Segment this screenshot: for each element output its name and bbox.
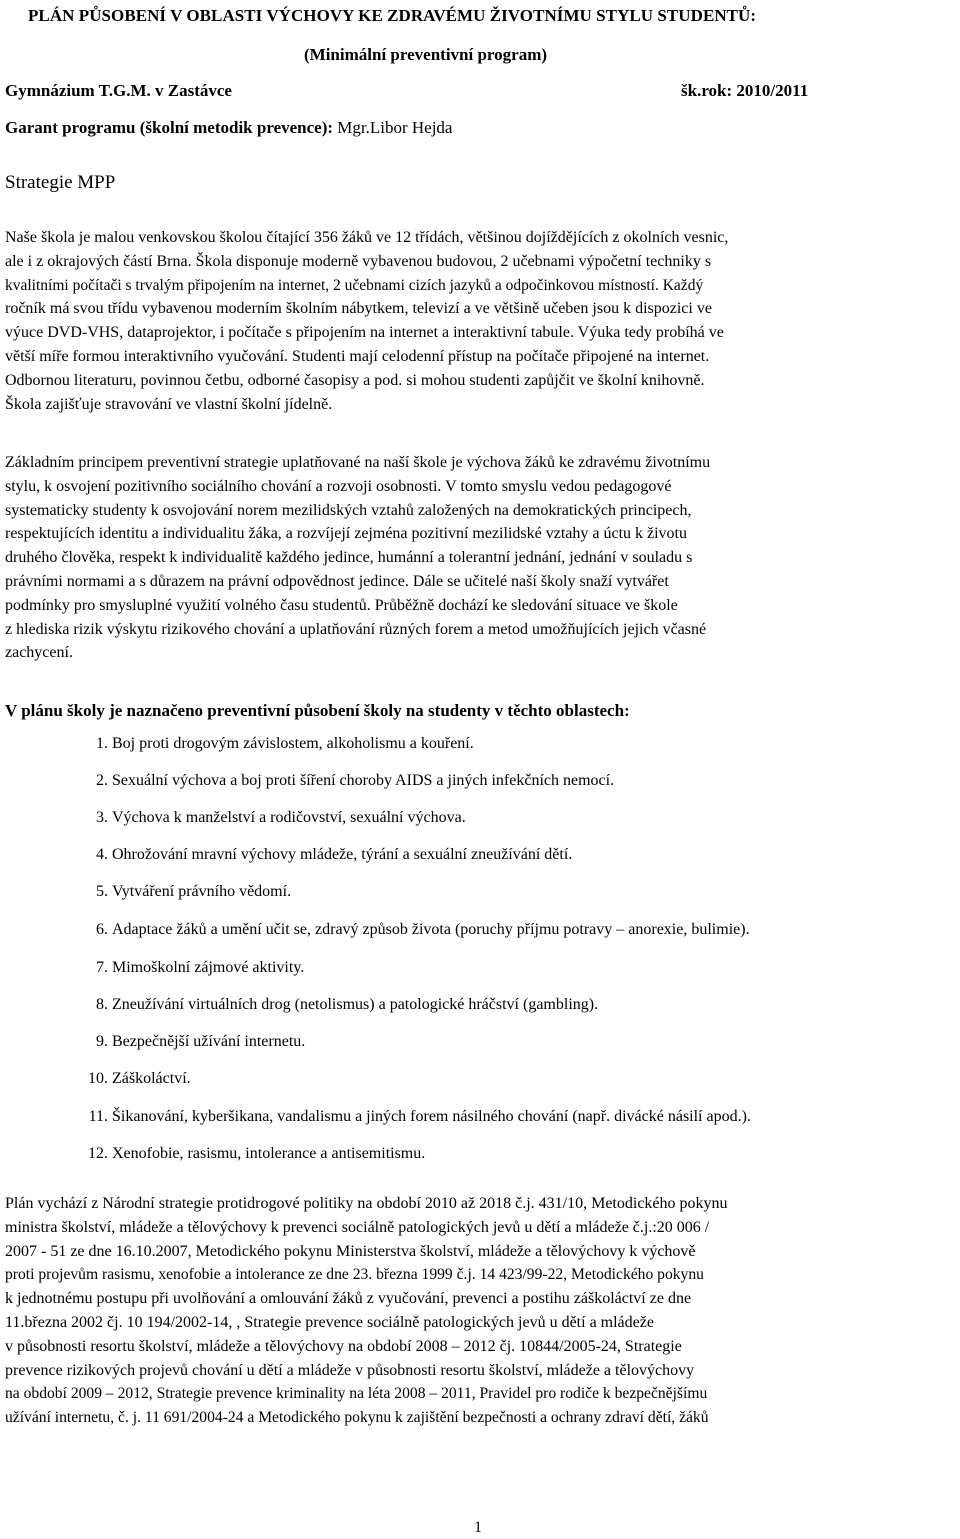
list-item-number: 4. bbox=[96, 846, 108, 863]
paragraph-line: Škola zajišťuje stravování ve vlastní školní jídelně. bbox=[5, 395, 333, 413]
list-item-text: Xenofobie, rasismu, intolerance a antisemitismu. bbox=[112, 1145, 426, 1162]
paragraph-line: Plán vychází z Národní strategie protidrogové politiky na období 2010 až 2018 č.j. 431/10, Metodického pokynu bbox=[5, 1195, 728, 1212]
list-item-number: 7. bbox=[96, 959, 108, 976]
list-item-text: Vytváření právního vědomí. bbox=[112, 883, 292, 900]
list-item-text: Záškoláctví. bbox=[112, 1070, 191, 1087]
list-item-text: Zneužívání virtuálních drog (netolismus) a patologické hráčství (gambling). bbox=[112, 996, 599, 1013]
paragraph-line: z hlediska rizik výskytu rizikového chování a uplatňování různých forem a metod umožňujících jejich včasné bbox=[5, 620, 707, 638]
list-item-number: 1. bbox=[96, 735, 108, 752]
paragraph-line: k jednotnému postupu při uvolňování a omlouvání žáků z vyučování, prevenci a postihu záškoláctví ze dne bbox=[5, 1290, 692, 1308]
school-description-paragraph bbox=[5, 226, 955, 416]
paragraph-line: užívání internetu, č. j. 11 691/2004-24 a Metodického pokynu k zajištění bezpečnosti a ochrany zdraví dětí, žáků bbox=[5, 1409, 709, 1427]
paragraph-line: výuce DVD-VHS, dataprojektor, i počítače s připojením na internet a interaktivní tabule. Výuka tedy probíhá ve bbox=[5, 324, 724, 342]
school-name: Gymnázium T.G.M. v Zastávce bbox=[5, 81, 232, 100]
paragraph-line: právními normami a s důrazem na právní odpovědnost jedince. Dále se učitelé naší školy snaží vytvářet bbox=[5, 572, 669, 590]
guarantor-name: Mgr.Libor Hejda bbox=[333, 118, 453, 137]
paragraph-line: Základním principem preventivní strategie uplatňované na naší škole je výchova žáků ke zdravému životnímu bbox=[5, 454, 711, 471]
program-guarantor bbox=[5, 118, 452, 138]
document-title: PLÁN PŮSOBENÍ V OBLASTI VÝCHOVY KE ZDRAVÉMU ŽIVOTNÍMU STYLU STUDENTŮ: bbox=[28, 6, 757, 25]
list-item-text: Bezpečnější užívání internetu. bbox=[112, 1033, 306, 1050]
paragraph-line: respektujících identitu a individualitu žáka, a rozvíjejí zejména pozitivní mezilidské vztahy a úctu k životu bbox=[5, 525, 687, 543]
list-item-number: 12. bbox=[88, 1145, 108, 1162]
list-item-number: 10. bbox=[88, 1070, 108, 1087]
paragraph-line: ale i z okrajových částí Brna. Škola disponuje moderně vybavenou budovou, 2 učebnami výpočetní techniky s bbox=[5, 252, 712, 270]
paragraph-line: druhého člověka, respekt k individualitě každého jedince, humánní a tolerantní jednání, jednání v souladu s bbox=[5, 549, 693, 567]
paragraph-line: 2007 - 51 ze dne 16.10.2007, Metodického pokynu Ministerstva školství, mládeže a tělovýchovy k výchově bbox=[5, 1242, 696, 1260]
paragraph-line: stylu, k osvojení pozitivního sociálního chování a rozvoji osobnosti. V tomto smyslu vedou pedagogové bbox=[5, 477, 672, 495]
paragraph-line: Naše škola je malou venkovskou školou čítající 356 žáků ve 12 třídách, většinou dojíždějících z okolních vesnic, bbox=[5, 229, 729, 246]
paragraph-line: 11.března 2002 čj. 10 194/2002-14, , Strategie prevence sociálně patologických jevů u dětí a mládeže bbox=[5, 1313, 654, 1331]
paragraph-line: zachycení. bbox=[5, 644, 73, 662]
list-item-text: Ohrožování mravní výchovy mládeže, týrání a sexuální zneužívání dětí. bbox=[112, 846, 573, 863]
section-title: Strategie MPP bbox=[5, 172, 116, 193]
list-item-text: Adaptace žáků a umění učit se, zdravý způsob života (poruchy příjmu potravy – anorexie, bulimie). bbox=[112, 921, 750, 938]
paragraph-line: ročník má svou třídu vybavenou moderním školním nábytkem, televizí a ve většině učeben jsou k dispozici ve bbox=[5, 300, 712, 318]
list-item-number: 2. bbox=[96, 772, 108, 789]
list-item-text: Boj proti drogovým závislostem, alkoholismu a kouření. bbox=[112, 735, 474, 752]
list-item-text: Mimoškolní zájmové aktivity. bbox=[112, 959, 305, 976]
paragraph-line: kvalitními počítači s trvalým připojením na internet, 2 učebnami cizích jazyků a odpočinkovou místností. Každý bbox=[5, 276, 704, 294]
list-item-number: 3. bbox=[96, 809, 108, 826]
list-item-text: Šikanování, kyberšikana, vandalismu a jiných forem násilného chování (např. divácké násilí apod.). bbox=[112, 1108, 751, 1125]
list-item-number: 11. bbox=[88, 1108, 108, 1125]
paragraph-line: ministra školství, mládeže a tělovýchovy k prevenci sociálně patologických jevů u dětí a mládeže č.j.:20 006 / bbox=[5, 1218, 710, 1236]
list-item-number: 5. bbox=[96, 883, 108, 900]
legal-basis-paragraph bbox=[5, 1192, 955, 1430]
paragraph-line: prevence rizikových projevů chování u dětí a mládeže v působnosti resortu školství, mládeže a tělovýchovy bbox=[5, 1361, 695, 1379]
areas-heading: V plánu školy je naznačeno preventivní působení školy na studenty v těchto oblastech: bbox=[5, 701, 630, 720]
paragraph-line: větší míře formou interaktivního vyučování. Studenti mají celodenní přístup na počítače připojené na internet. bbox=[5, 347, 710, 365]
paragraph-line: Odbornou literaturu, povinnou četbu, odborné časopisy a pod. si mohou studenti zapůjčit ve školní knihovně. bbox=[5, 371, 705, 389]
strategy-principle-paragraph bbox=[5, 451, 955, 665]
school-year: šk.rok: 2010/2011 bbox=[681, 81, 809, 100]
list-item-number: 6. bbox=[96, 921, 108, 938]
paragraph-line: na období 2009 – 2012, Strategie prevence kriminality na léta 2008 – 2011, Pravidel pro rodiče k bezpečnějšímu bbox=[5, 1385, 708, 1403]
paragraph-line: proti projevům rasismu, xenofobie a intolerance ze dne 23. března 1999 č.j. 14 423/99-22, Metodického pokynu bbox=[5, 1266, 704, 1284]
paragraph-line: systematicky studenty k osvojování norem mezilidských vztahů založených na demokratických principech, bbox=[5, 501, 692, 519]
list-item-number: 8. bbox=[96, 996, 108, 1013]
paragraph-line: v působnosti resortu školství, mládeže a tělovýchovy na období 2008 – 2012 čj. 10844/2005-24, Strategie bbox=[5, 1337, 682, 1355]
document-subtitle: (Minimální preventivní program) bbox=[304, 45, 548, 64]
list-item-number: 9. bbox=[96, 1033, 108, 1050]
guarantor-label: Garant programu (školní metodik prevence): bbox=[5, 118, 334, 137]
list-item-text: Výchova k manželství a rodičovství, sexuální výchova. bbox=[112, 809, 466, 826]
paragraph-line: podmínky pro smysluplné využití volného času studentů. Průběžně dochází ke sledování situace ve škole bbox=[5, 596, 678, 614]
page-number: 1 bbox=[474, 1519, 482, 1536]
list-item-text: Sexuální výchova a boj proti šíření choroby AIDS a jiných infekčních nemocí. bbox=[112, 772, 615, 789]
